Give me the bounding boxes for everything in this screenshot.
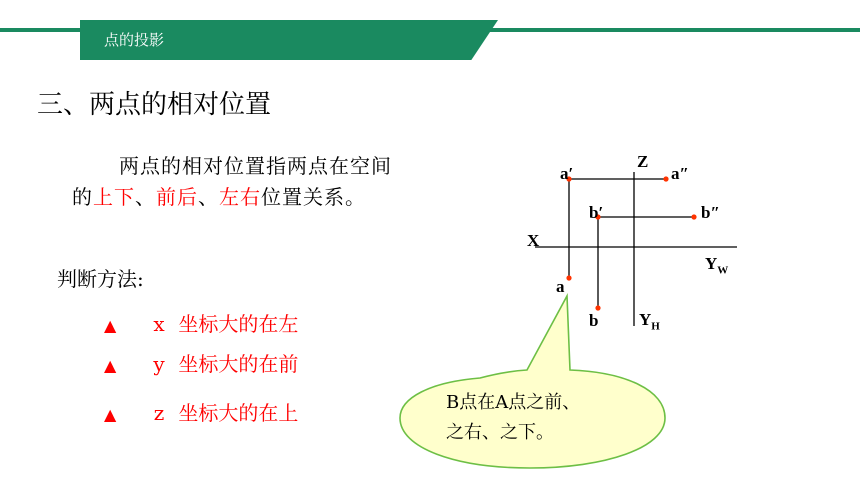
triangle-icon: ▲ — [104, 316, 117, 335]
label-yh — [639, 310, 660, 332]
text: 位置关系。 — [261, 185, 366, 209]
callout-line-1: B点在A点之前、 — [446, 392, 581, 413]
section-title: 三、两点的相对位置 — [37, 90, 272, 120]
callout-text — [446, 388, 580, 448]
label-x: X — [527, 231, 540, 250]
rule-axis: y — [153, 352, 165, 376]
text: 、 — [198, 185, 219, 209]
callout-line-2: 之右、之下。 — [446, 422, 554, 443]
text: 的 — [72, 185, 93, 209]
method-label: 判断方法: — [57, 267, 144, 291]
rule-axis: x — [153, 312, 165, 336]
rule-text: 坐标大的在前 — [178, 352, 299, 376]
triangle-icon: ▲ — [104, 405, 117, 424]
rule-text: 坐标大的在左 — [178, 312, 299, 336]
header-title: 点的投影 — [104, 31, 165, 49]
label-a: a — [556, 277, 565, 296]
label-yw-main: Y — [705, 254, 718, 273]
label-yh-sub: H — [651, 320, 660, 333]
label-z: Z — [637, 152, 649, 171]
text: 、 — [135, 185, 156, 209]
point-b — [595, 305, 600, 310]
label-yh-main: Y — [639, 310, 652, 329]
point-a — [566, 275, 571, 280]
paragraph-line-1: 两点的相对位置指两点在空间 — [119, 154, 392, 178]
point-b-dprime — [691, 214, 696, 219]
highlight-left-right: 左右 — [219, 185, 261, 209]
point-a-dprime — [663, 176, 668, 181]
label-a-dprime: a″ — [671, 164, 689, 183]
rule-axis: z — [153, 401, 165, 425]
label-a-prime: a′ — [560, 164, 574, 183]
label-yw-sub: W — [717, 264, 729, 277]
label-yw — [705, 254, 728, 276]
label-b-prime: b′ — [589, 203, 604, 222]
label-b: b — [589, 311, 599, 330]
label-b-dprime: b″ — [701, 203, 720, 222]
rule-text: 坐标大的在上 — [178, 401, 299, 425]
highlight-front-back: 前后 — [156, 185, 198, 209]
triangle-icon: ▲ — [104, 356, 117, 375]
highlight-up-down: 上下 — [93, 185, 135, 209]
